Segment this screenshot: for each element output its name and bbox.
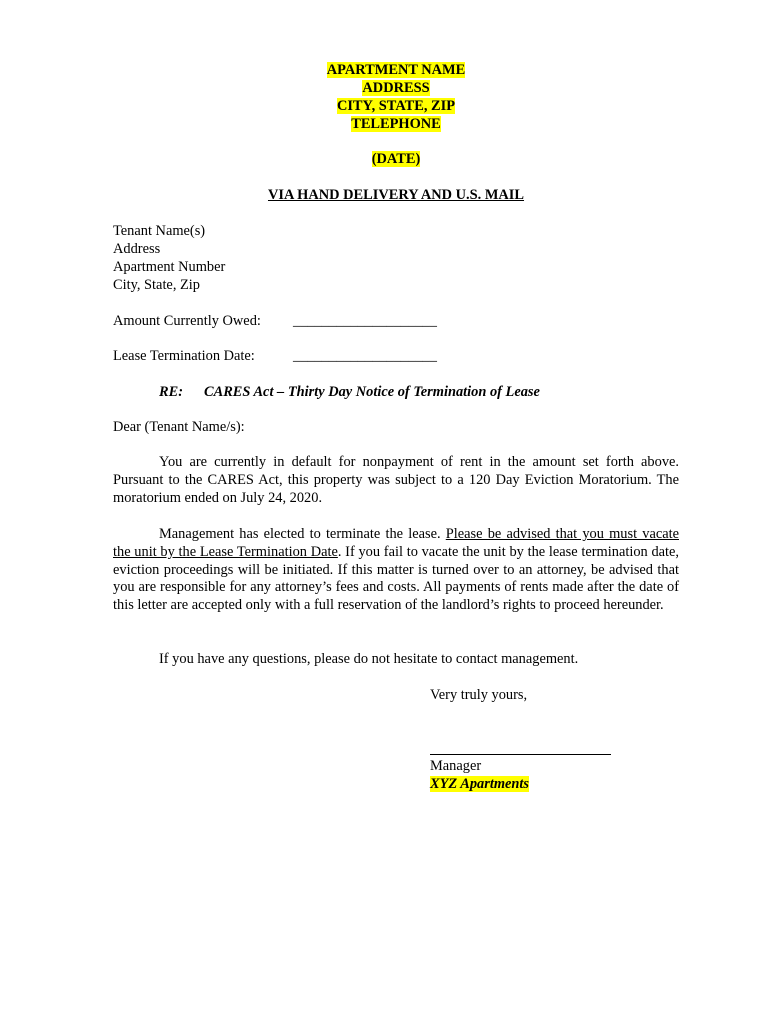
letter-date: (DATE)	[371, 151, 421, 167]
termination-text-start: Management has elected to terminate the lease.	[159, 526, 446, 542]
re-line	[159, 383, 540, 401]
termination-date-blank: ____________________	[293, 348, 437, 364]
delivery-method: VIA HAND DELIVERY AND U.S. MAIL	[267, 187, 525, 203]
re-label: RE:	[159, 384, 183, 400]
apartment-name: APARTMENT NAME	[326, 62, 466, 78]
tenant-name: Tenant Name(s)	[113, 223, 206, 239]
tenant-apartment-number: Apartment Number	[113, 259, 226, 275]
signature-line	[430, 754, 611, 755]
paragraph-default-notice: You are currently in default for nonpayment of rent in the amount set forth above. Pursuant to the CARES Act, this property was subject to a 120 Day Eviction Moratorium. The moratorium ended on July 24, 2020.	[113, 454, 679, 506]
letterhead-telephone: TELEPHONE	[351, 116, 441, 132]
termination-text-end: . If you fail to vacate the unit by the lease termination date, eviction proceedings will be initiated. If this matter is turned over to an attorney, be advised that you are responsible for any attorney’s fees and costs. All payments of rents made after the date of this letter are accepted only with a full reservation of the landlord’s rights to proceed hereunder.	[113, 543, 680, 614]
amount-owed-label: Amount Currently Owed:	[113, 313, 261, 329]
letterhead-address: ADDRESS	[362, 80, 430, 96]
tenant-city-state-zip: City, State, Zip	[113, 277, 201, 293]
re-subject: CARES Act – Thirty Day Notice of Termination of Lease	[204, 384, 540, 400]
amount-owed-row	[113, 312, 673, 330]
paragraph-termination	[113, 526, 679, 615]
salutation: Dear (Tenant Name/s):	[113, 419, 245, 435]
signer-title: Manager	[430, 758, 482, 774]
tenant-address-block	[113, 222, 225, 294]
amount-owed-blank: ____________________	[293, 313, 437, 329]
tenant-address: Address	[113, 241, 161, 257]
letterhead	[0, 61, 770, 133]
termination-date-row	[113, 347, 673, 365]
termination-date-label: Lease Termination Date:	[113, 348, 255, 364]
signer-company: XYZ Apartments	[430, 776, 530, 792]
letterhead-city-state-zip: CITY, STATE, ZIP	[336, 98, 456, 114]
paragraph-contact: If you have any questions, please do not hesitate to contact management.	[159, 651, 579, 667]
closing: Very truly yours,	[430, 687, 528, 703]
vacate-notice-underlined: Please be advised that you must vacate the unit by the Lease Termination Date	[113, 526, 679, 560]
signer-block	[430, 757, 529, 793]
letter-date-line	[0, 150, 770, 168]
